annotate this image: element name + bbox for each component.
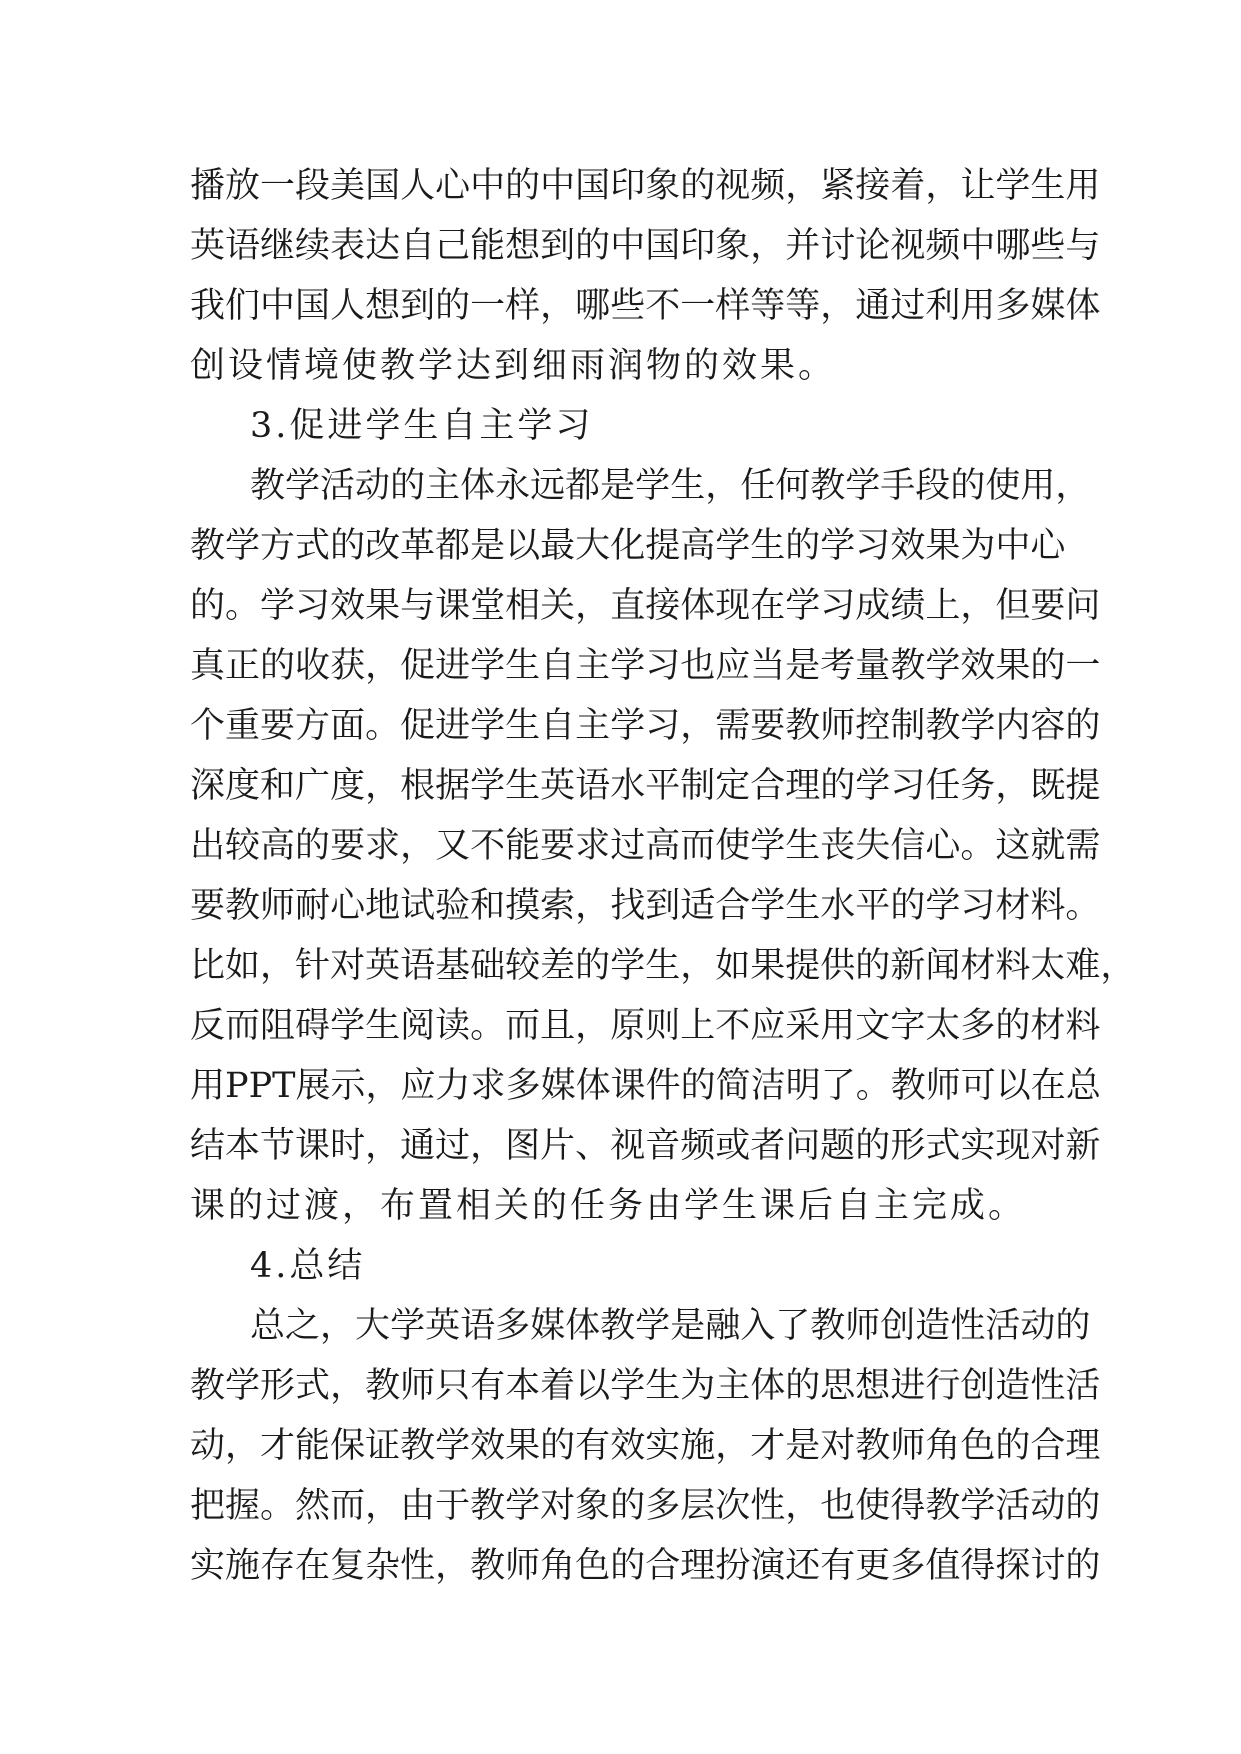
text-line: 教 学 活 动 的 主 体 永 远 都 是 学 生 ， 任 何 教 学 手 段 的 使 用 ，: [250, 466, 1091, 506]
text-line: 把 握 。 然 而 ， 由 于 教 学 对 象 的 多 层 次 性 ， 也 使 得 教 学 活 动 的: [190, 1486, 1101, 1526]
text-line: 深 度 和 广 度 ， 根 据 学 生 英 语 水 平 制 定 合 理 的 学 习 任 务 ， 既 提: [190, 766, 1101, 806]
text-line: 出 较 高 的 要 求 ， 又 不 能 要 求 过 高 而 使 学 生 丧 失 信 心 。 这 就 需: [190, 826, 1101, 866]
text-line: 4.总结: [250, 1246, 366, 1286]
text-line: 反 而 阻 碍 学 生 阅 读 。 而 且 ， 原 则 上 不 应 采 用 文 字 太 多 的 材 料: [190, 1006, 1101, 1046]
body-text: [190, 156, 1136, 1596]
text-line: 真 正 的 收 获 ， 促 进 学 生 自 主 学 习 也 应 当 是 考 量 教 学 效 果 的 一: [190, 646, 1101, 686]
text-line: 实 施 存 在 复 杂 性 ， 教 师 角 色 的 合 理 扮 演 还 有 更 多 值 得 探 讨 的: [190, 1546, 1101, 1586]
text-line: 我 们 中 国 人 想 到 的 一 样 ， 哪 些 不 一 样 等 等 ， 通 过 利 用 多 媒 体: [190, 286, 1101, 326]
text-line: 播 放 一 段 美 国 人 心 中 的 中 国 印 象 的 视 频 ， 紧 接 着 ， 让 学 生 用: [190, 166, 1101, 206]
text-line: 比 如 ， 针 对 英 语 基 础 较 差 的 学 生 ， 如 果 提 供 的 新 闻 材 料 太 难 ，: [190, 946, 1136, 986]
text-line: 英 语 继 续 表 达 自 己 能 想 到 的 中 国 印 象 ， 并 讨 论 视 频 中 哪 些 与: [190, 226, 1101, 266]
text-line: 教 学 形 式 ， 教 师 只 有 本 着 以 学 生 为 主 体 的 思 想 进 行 创 造 性 活: [190, 1366, 1101, 1406]
text-line: 结 本 节 课 时 ， 通 过 ， 图 片 、 视 音 频 或 者 问 题 的 形 式 实 现 对 新: [190, 1126, 1101, 1166]
text-line: 课的过渡，布置相关的任务由学生课后自主完成。: [190, 1186, 1027, 1226]
text-line: 3.促进学生自主学习: [250, 406, 594, 446]
text-line: 个 重 要 方 面 。 促 进 学 生 自 主 学 习 ， 需 要 教 师 控 制 教 学 内 容 的: [190, 706, 1101, 746]
text-line: 要 教 师 耐 心 地 试 验 和 摸 索 ， 找 到 适 合 学 生 水 平 的 学 习 材 料 。: [190, 886, 1101, 926]
text-line: 用 PPT 展 示 ， 应 力 求 多 媒 体 课 件 的 简 洁 明 了 。 教 师 可 以 在 总: [190, 1066, 1101, 1106]
text-line: 创设情境使教学达到细雨润物的效果。: [190, 346, 837, 386]
text-line: 的 。 学 习 效 果 与 课 堂 相 关 ， 直 接 体 现 在 学 习 成 绩 上 ， 但 要 问: [190, 586, 1101, 626]
text-line: 教 学 方 式 的 改 革 都 是 以 最 大 化 提 高 学 生 的 学 习 效 果 为 中 心: [190, 526, 1066, 566]
text-line: 动 ， 才 能 保 证 教 学 效 果 的 有 效 实 施 ， 才 是 对 教 师 角 色 的 合 理: [190, 1426, 1101, 1466]
text-line: 总 之 ， 大 学 英 语 多 媒 体 教 学 是 融 入 了 教 师 创 造 性 活 动 的: [250, 1306, 1091, 1346]
